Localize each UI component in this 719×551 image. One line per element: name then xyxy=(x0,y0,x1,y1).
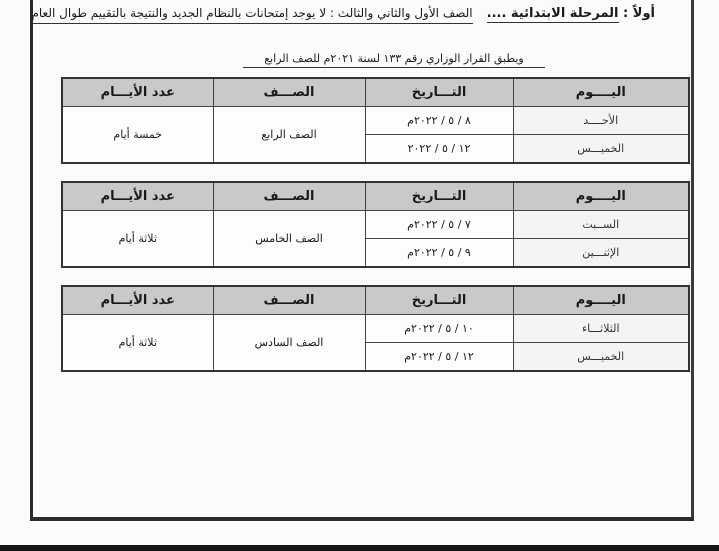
table-header-row xyxy=(62,286,689,315)
page-border-bottom xyxy=(30,517,694,521)
grade-cell: الصف الرابع xyxy=(213,107,365,164)
exam-table-grade-5 xyxy=(61,181,690,268)
exam-table-grade-6 xyxy=(61,285,690,372)
date-cell: ١٢ / ٥ / ٢٠٢٢م xyxy=(365,343,513,372)
date-cell: ١٠ / ٥ / ٢٠٢٢م xyxy=(365,315,513,343)
date-cell: ٨ / ٥ / ٢٠٢٢م xyxy=(365,107,513,135)
header-day: اليــــوم xyxy=(513,182,689,211)
days-count-cell: خمسة أيام xyxy=(62,107,213,164)
header-date: التـــاريخ xyxy=(365,78,513,107)
day-cell: الأحــــد xyxy=(513,107,689,135)
header-grade: الصـــف xyxy=(213,182,365,211)
days-count-cell: ثلاثة أيام xyxy=(62,315,213,372)
date-cell: ١٢ / ٥ / ٢٠٢٢ xyxy=(365,135,513,164)
table-row xyxy=(62,107,689,135)
header-grade: الصـــف xyxy=(213,78,365,107)
header-day: اليــــوم xyxy=(513,286,689,315)
stage-title xyxy=(487,6,655,21)
table-row xyxy=(62,211,689,239)
day-cell: الثلاثـــاء xyxy=(513,315,689,343)
grade-cell: الصف السادس xyxy=(213,315,365,372)
stage-prefix: أولاً : xyxy=(623,6,655,21)
grade-cell: الصف الخامس xyxy=(213,211,365,268)
header-date: التـــاريخ xyxy=(365,286,513,315)
day-cell: الخميـــس xyxy=(513,135,689,164)
date-cell: ٩ / ٥ / ٢٠٢٢م xyxy=(365,239,513,268)
ministerial-decision-note: ويطبق القرار الوزاري رقم ١٣٣ لسنة ٢٠٢١م للصف الرابع xyxy=(243,52,545,68)
stage-label: المرحلة الابتدائية .... xyxy=(486,6,619,21)
days-count-cell: ثلاثة أيام xyxy=(62,211,213,268)
header-date: التـــاريخ xyxy=(365,182,513,211)
table-row xyxy=(62,315,689,343)
exam-table-grade-4 xyxy=(61,77,690,164)
table-header-row xyxy=(62,182,689,211)
header-days-count: عدد الأيـــام xyxy=(62,182,213,211)
header-days-count: عدد الأيـــام xyxy=(62,286,213,315)
table-header-row xyxy=(62,78,689,107)
day-cell: الإثنـــين xyxy=(513,239,689,268)
day-cell: الســبت xyxy=(513,211,689,239)
page-border-right xyxy=(691,0,694,520)
day-cell: الخميـــس xyxy=(513,343,689,372)
header-days-count: عدد الأيـــام xyxy=(62,78,213,107)
page-edge xyxy=(0,545,719,551)
date-cell: ٧ / ٥ / ٢٠٢٢م xyxy=(365,211,513,239)
header-day: اليــــوم xyxy=(513,78,689,107)
section-heading xyxy=(31,6,655,24)
primary-grades-note: الصف الأول والثاني والثالث : لا يوجد إمتحانات بالنظام الجديد والنتيجة بالتقييم طوال العام xyxy=(31,6,472,24)
page-border-left xyxy=(30,0,33,520)
header-grade: الصـــف xyxy=(213,286,365,315)
